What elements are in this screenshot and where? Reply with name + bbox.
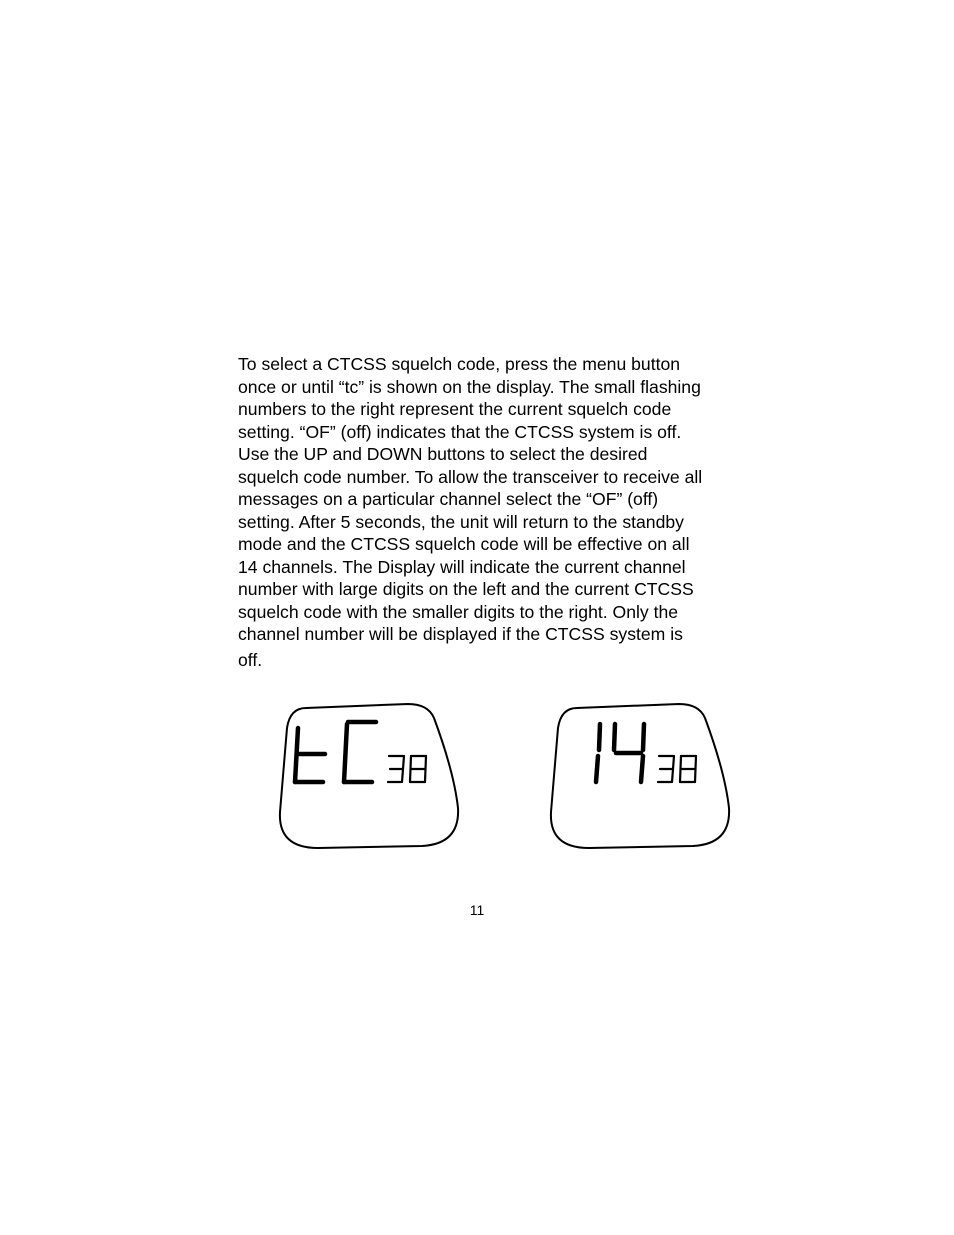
lcd-small-digits: [658, 756, 696, 782]
lcd-small-digits: [388, 756, 426, 782]
paragraph-line: off.: [238, 649, 263, 670]
paragraph-line: setting. “OF” (off) indicates that the CTCSS system is off.: [238, 421, 682, 442]
instruction-paragraph: [238, 353, 758, 671]
lcd-display-14-38: [549, 700, 733, 852]
paragraph-line: mode and the CTCSS squelch code will be effective on all: [238, 534, 690, 554]
paragraph-line: numbers to the right represent the current squelch code: [238, 399, 672, 419]
lcd-display-tc-38: [278, 700, 462, 852]
paragraph-line: messages on a particular channel select the “OF” (off): [238, 489, 659, 509]
lcd-large-digits: [596, 724, 644, 782]
page-number: 11: [469, 902, 485, 918]
paragraph-line: 14 channels. The Display will indicate the current channel: [238, 556, 686, 577]
paragraph-line: channel number will be displayed if the CTCSS system is: [238, 624, 683, 644]
paragraph-line: Use the UP and DOWN buttons to select the desired: [238, 444, 648, 464]
lcd-outline: [280, 704, 458, 848]
paragraph-line: squelch code number. To allow the transceiver to receive all: [238, 466, 703, 487]
paragraph-line: once or until “tc” is shown on the display. The small flashing: [238, 376, 701, 397]
lcd-illustration: [549, 700, 733, 852]
lcd-illustration: [278, 700, 462, 852]
paragraph-line: To select a CTCSS squelch code, press the menu button: [238, 354, 681, 374]
paragraph-line: squelch code with the smaller digits to the right. Only the: [238, 601, 679, 622]
paragraph-line: number with large digits on the left and the current CTCSS: [238, 579, 694, 599]
paragraph-line: setting. After 5 seconds, the unit will return to the standby: [238, 511, 684, 532]
lcd-large-digits: [295, 722, 376, 782]
